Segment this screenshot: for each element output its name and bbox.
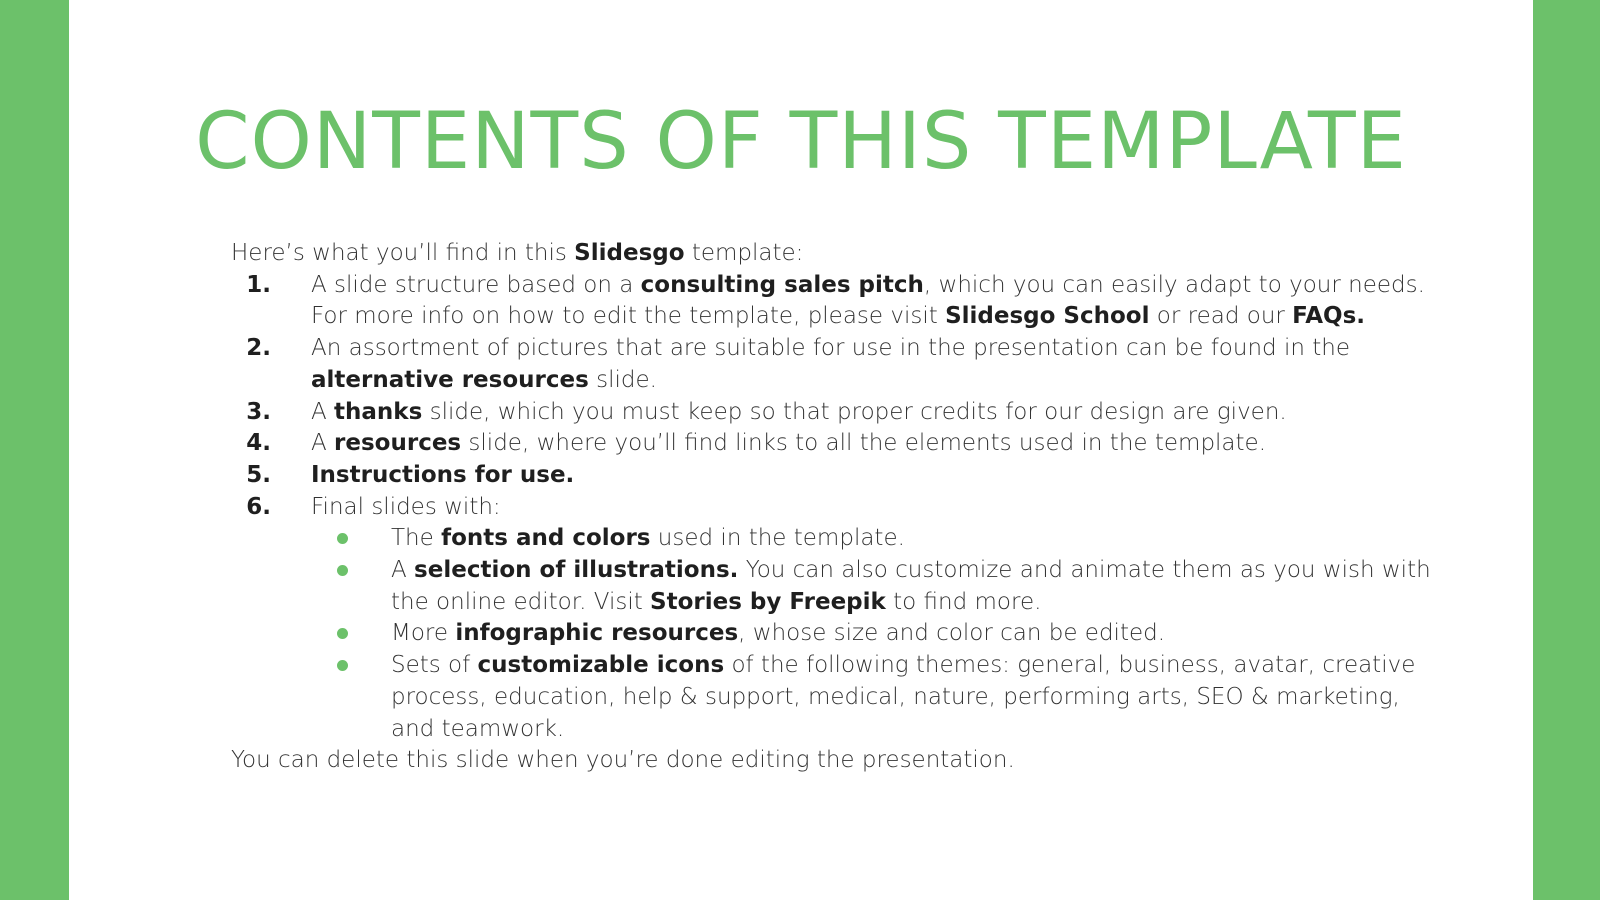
list-item-line xyxy=(391,714,1431,746)
bullet-dot-icon xyxy=(337,628,348,639)
list-item-line xyxy=(311,460,1431,492)
list-text: The xyxy=(391,525,442,552)
faqs-link[interactable]: FAQs. xyxy=(1292,303,1366,330)
outro-line: You can delete this slide when you’re done editing the presentation. xyxy=(231,747,1015,774)
bullet-dot-icon xyxy=(337,565,348,576)
list-bold: infographic resources xyxy=(455,620,739,647)
list-text: of the following themes: general, business, avatar, creative xyxy=(724,652,1416,679)
slide xyxy=(69,0,1533,900)
sub-list-item-2 xyxy=(231,555,1431,618)
list-item-line xyxy=(311,428,1431,460)
sub-list-item-1 xyxy=(231,523,1431,555)
list-text: and teamwork. xyxy=(391,715,565,742)
list-item-2 xyxy=(231,333,1431,396)
slidesgo-school-link[interactable]: Slidesgo School xyxy=(945,303,1150,330)
list-number: 6. xyxy=(246,493,271,520)
list-text: or read our xyxy=(1149,303,1293,330)
list-item-1 xyxy=(231,270,1431,333)
sub-list-item-4 xyxy=(231,650,1431,745)
list-item-line xyxy=(311,365,1431,397)
list-text: A xyxy=(311,430,335,457)
intro-text: template: xyxy=(684,240,804,266)
list-item-6 xyxy=(231,492,1431,524)
list-text: slide, where you’ll find links to all the elements used in the template. xyxy=(461,430,1267,457)
list-bold: alternative resources xyxy=(311,366,589,393)
list-bold: thanks xyxy=(334,398,423,425)
list-bold: fonts and colors xyxy=(441,525,651,552)
list-text: A slide structure based on a xyxy=(311,271,641,298)
sub-list-item-3 xyxy=(231,618,1431,650)
list-text: A xyxy=(311,398,335,425)
list-item-3 xyxy=(231,397,1431,429)
slide-title: CONTENTS OF THIS TEMPLATE xyxy=(195,97,1407,187)
list-bold: Instructions for use. xyxy=(311,461,575,488)
list-item-line xyxy=(391,587,1431,619)
list-number: 4. xyxy=(246,430,271,457)
list-number: 2. xyxy=(246,335,271,362)
list-item-5 xyxy=(231,460,1431,492)
list-item-line xyxy=(391,555,1431,587)
list-bold: resources xyxy=(334,430,462,457)
list-bold: consulting sales pitch xyxy=(640,271,924,298)
intro-line xyxy=(231,238,1431,270)
list-text: , whose size and color can be edited. xyxy=(738,620,1166,647)
list-item-line xyxy=(311,397,1431,429)
list-bold: customizable icons xyxy=(477,652,725,679)
list-item-line xyxy=(311,301,1431,333)
intro-bold: Slidesgo xyxy=(574,240,685,266)
list-text: Sets of xyxy=(391,652,478,679)
list-number: 3. xyxy=(246,398,271,425)
list-text: slide. xyxy=(588,366,657,393)
list-text: slide, which you must keep so that proper credits for our design are given. xyxy=(422,398,1287,425)
list-text: the online editor. Visit xyxy=(391,588,651,615)
list-item-line xyxy=(391,650,1431,682)
list-text: You can also customize and animate them as you wish with xyxy=(738,557,1431,584)
list-item-line xyxy=(391,618,1431,650)
list-item-line xyxy=(391,682,1431,714)
stories-by-freepik-link[interactable]: Stories by Freepik xyxy=(650,588,886,615)
list-text: used in the template. xyxy=(650,525,905,552)
list-item-line xyxy=(311,270,1431,302)
list-number: 1. xyxy=(246,271,271,298)
list-text: A xyxy=(391,557,415,584)
list-text: , which you can easily adapt to your needs. xyxy=(923,271,1425,298)
list-item-line xyxy=(391,523,1431,555)
intro-text: Here’s what you’ll find in this xyxy=(231,240,575,266)
list-item-line xyxy=(311,333,1431,365)
list-item-line xyxy=(311,492,1431,524)
list-text: More xyxy=(391,620,456,647)
slide-body xyxy=(231,238,1431,777)
bullet-dot-icon xyxy=(337,533,348,544)
list-text: For more info on how to edit the template, please visit xyxy=(311,303,946,330)
list-number: 5. xyxy=(246,461,271,488)
list-text: process, education, help & support, medical, nature, performing arts, SEO & marketing, xyxy=(391,683,1400,710)
list-item-4 xyxy=(231,428,1431,460)
bullet-dot-icon xyxy=(337,660,348,671)
list-text: Final slides with: xyxy=(311,493,501,520)
list-bold: selection of illustrations. xyxy=(414,557,739,584)
list-text: An assortment of pictures that are suitable for use in the presentation can be found in the xyxy=(311,335,1350,362)
list-text: to find more. xyxy=(885,588,1042,615)
